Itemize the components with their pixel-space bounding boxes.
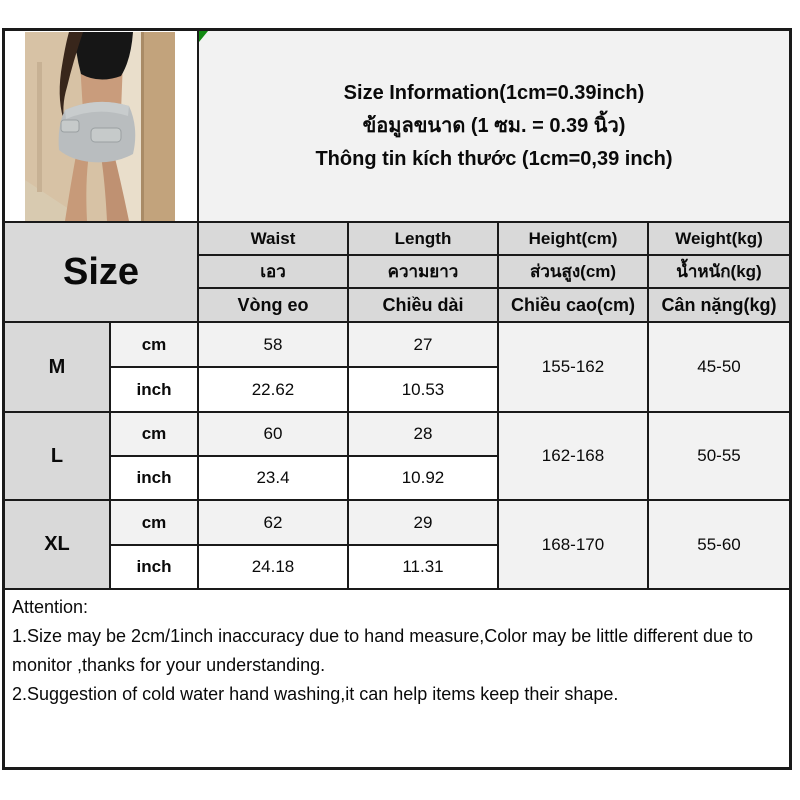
unit-cm-label: cm [111, 323, 197, 366]
product-photo [25, 32, 175, 221]
size-table [2, 28, 792, 770]
l-weight-range: 50-55 [649, 413, 789, 499]
header-height-th: ส่วนสูง(cm) [499, 256, 647, 287]
title-cell [199, 31, 789, 221]
size-row-label-l: L [5, 413, 109, 499]
attention-note-2: 2.Suggestion of cold water hand washing,it can help items keep their shape. [12, 684, 619, 704]
product-photo-cell [5, 31, 197, 221]
unit-inch-label: inch [111, 546, 197, 588]
attention-heading: Attention: [12, 597, 89, 617]
l-length-cm: 28 [349, 413, 497, 455]
header-height-en: Height(cm) [499, 223, 647, 254]
m-height-range: 155-162 [499, 323, 647, 411]
xl-weight-range: 55-60 [649, 501, 789, 588]
m-weight-range: 45-50 [649, 323, 789, 411]
attention-section [5, 590, 789, 767]
unit-inch-label: inch [111, 457, 197, 499]
title-thai: ข้อมูลขนาด (1 ซม. = 0.39 นิ้ว) [362, 114, 626, 137]
green-corner-marker-icon [199, 31, 208, 42]
m-length-cm: 27 [349, 323, 497, 366]
header-height-vi: Chiều cao(cm) [499, 289, 647, 321]
header-length-th: ความยาว [349, 256, 497, 287]
xl-length-cm: 29 [349, 501, 497, 544]
l-height-range: 162-168 [499, 413, 647, 499]
l-length-inch: 10.92 [349, 457, 497, 499]
title-vietnamese: Thông tin kích thước (1cm=0,39 inch) [315, 147, 673, 170]
product-photo-illustration [25, 32, 175, 221]
l-waist-cm: 60 [199, 413, 347, 455]
unit-cm-label: cm [111, 501, 197, 544]
size-row-label-m: M [5, 323, 109, 411]
header-waist-th: เอว [199, 256, 347, 287]
pocket-flap [61, 120, 79, 132]
unit-cm-label: cm [111, 413, 197, 455]
header-waist-vi: Vòng eo [199, 289, 347, 321]
m-waist-inch: 22.62 [199, 368, 347, 411]
header-weight-en: Weight(kg) [649, 223, 789, 254]
header-length-vi: Chiều dài [349, 289, 497, 321]
l-waist-inch: 23.4 [199, 457, 347, 499]
header-weight-th: น้ำหนัก(kg) [649, 256, 789, 287]
m-waist-cm: 58 [199, 323, 347, 366]
m-length-inch: 10.53 [349, 368, 497, 411]
unit-inch-label: inch [111, 368, 197, 411]
attention-note-1: 1.Size may be 2cm/1inch inaccuracy due to hand measure,Color may be little different due to monitor ,thanks for your understanding. [12, 626, 754, 675]
xl-waist-cm: 62 [199, 501, 347, 544]
pocket-flap [91, 128, 121, 142]
size-column-header: Size [5, 223, 197, 321]
header-length-en: Length [349, 223, 497, 254]
header-waist-en: Waist [199, 223, 347, 254]
title-english: Size Information(1cm=0.39inch) [343, 81, 645, 104]
xl-waist-inch: 24.18 [199, 546, 347, 588]
xl-length-inch: 11.31 [349, 546, 497, 588]
size-row-label-xl: XL [5, 501, 109, 588]
xl-height-range: 168-170 [499, 501, 647, 588]
header-weight-vi: Cân nặng(kg) [649, 289, 789, 321]
